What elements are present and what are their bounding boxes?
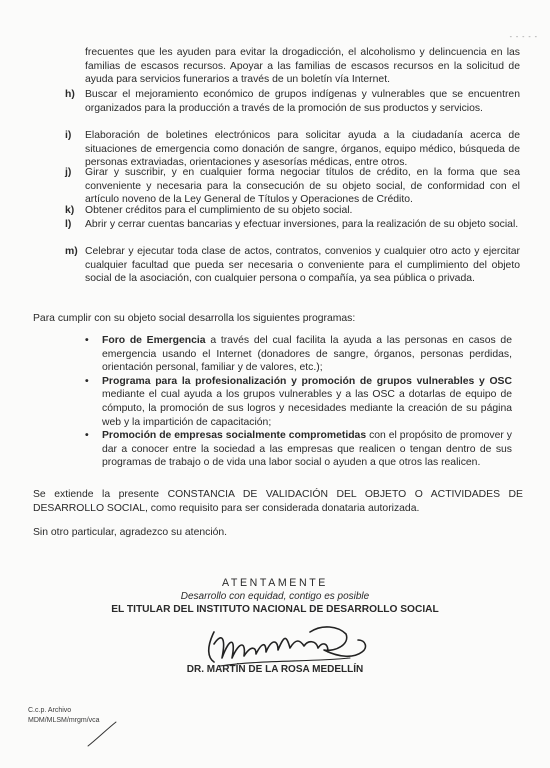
initials-checkmark [84, 720, 120, 750]
list-item-j [65, 166, 520, 207]
item-letter: h) [65, 89, 75, 100]
program-item [82, 375, 512, 429]
corner-mark: - - - - - [509, 34, 538, 41]
list-item-m [65, 245, 520, 286]
item-letter: j) [65, 167, 72, 178]
list-item-l [65, 218, 520, 232]
item-letter: k) [65, 205, 75, 216]
item-letter: i) [65, 130, 72, 141]
list-item-h [65, 88, 520, 115]
program-text: con el propósito de promover y dar a conocer entre la sociedad a las empresas que realicen o tengan dentro de sus programas de trabajo o de vida una labor social o ayuden a que otros las realicen. [102, 430, 512, 469]
titular-heading: EL TITULAR DEL INSTITUTO NACIONAL DE DESARROLLO SOCIAL [111, 604, 439, 615]
ccp-line: C.c.p. Archivo [28, 707, 72, 714]
signer-name: DR. MARTÍN DE LA ROSA MEDELLÍN [186, 664, 364, 675]
ccp-initials: MDM/MLSM/mrgm/vca [28, 717, 100, 724]
programs-intro: Para cumplir con su objeto social desarrolla los siguientes programas: [33, 313, 356, 324]
list-item-i [65, 129, 520, 170]
intro-paragraph: frecuentes que les ayuden para evitar la drogadicción, el alcoholismo y delincuencia en las familias de escasos recursos. Apoyar a las familias de escasos recursos en la solicitud de ayuda para servicios funerarios a través de un boletín vía Internet. [85, 47, 520, 86]
handwritten-signature [200, 618, 380, 670]
bullet-icon: • [85, 375, 89, 387]
program-item [82, 334, 512, 375]
closing-line: Sin otro particular, agradezco su atención. [33, 527, 228, 538]
bullet-icon: • [85, 335, 89, 346]
item-text: Buscar el mejoramiento económico de grupos indígenas y vulnerables que se encuentren organizados para la producción a través de la promoción de sus productos y servicios. [85, 89, 520, 114]
institutional-motto: Desarrollo con equidad, contigo es posible [180, 591, 370, 602]
constancia-paragraph: Se extiende la presente CONSTANCIA DE VALIDACIÓN DEL OBJETO O ACTIVIDADES DE DESARROLLO SOCIAL, como requisito para ser considerada donataria autorizada. [33, 489, 523, 514]
item-text: Abrir y cerrar cuentas bancarias y efectuar inversiones, para la realización de su objeto social. [85, 219, 519, 230]
programs-list [82, 334, 512, 470]
item-text: Obtener créditos para el cumplimiento de su objeto social. [85, 205, 353, 216]
bullet-icon: • [85, 430, 89, 442]
program-item [82, 429, 512, 470]
list-item-k [65, 204, 520, 218]
item-letter: m) [65, 246, 78, 257]
item-text: Elaboración de boletines electrónicos para solicitar ayuda a la ciudadanía acerca de situaciones de emergencia como donación de sangre, órganos, equipo médico, búsqueda de personas extraviadas, orientaciones y asesorías médicas, entre otros. [85, 130, 520, 169]
program-text: mediante el cual ayuda a los grupos vulnerables y a las OSC a dotarlas de equipo de cómputo, la promoción de sus logros y necesidades mediante la creación de su página web y la impartición de capacitación; [102, 389, 512, 428]
program-text: a través del cual facilita la ayuda a las personas en casos de emergencia usando el Internet (donadores de sangre, órganos, personas perdidas, orientación personal, familiar y de valores, etc.); [102, 335, 512, 374]
program-name: Foro de Emergencia [102, 335, 206, 346]
item-letter: l) [65, 219, 72, 230]
atentamente: ATENTAMENTE [222, 577, 328, 589]
item-text: Girar y suscribir, y en cualquier forma negociar títulos de crédito, en la forma que sea conveniente y necesaria para la consecución de su objeto social, de conformidad con el artículo noveno de la Ley General de Títulos y Operaciones de Crédito. [85, 167, 520, 206]
program-name: Programa para la profesionalización y promoción de grupos vulnerables y OSC [102, 375, 512, 387]
program-name: Promoción de empresas socialmente comprometidas [102, 430, 367, 442]
item-text: Celebrar y ejecutar toda clase de actos, contratos, convenios y cualquier otro acto y ejercitar cualquier facultad que pueda ser necesaria o conveniente para el cumplimiento del objeto social de la asociación, con cualquier persona o compañía, ya sea pública o privada. [85, 246, 520, 285]
